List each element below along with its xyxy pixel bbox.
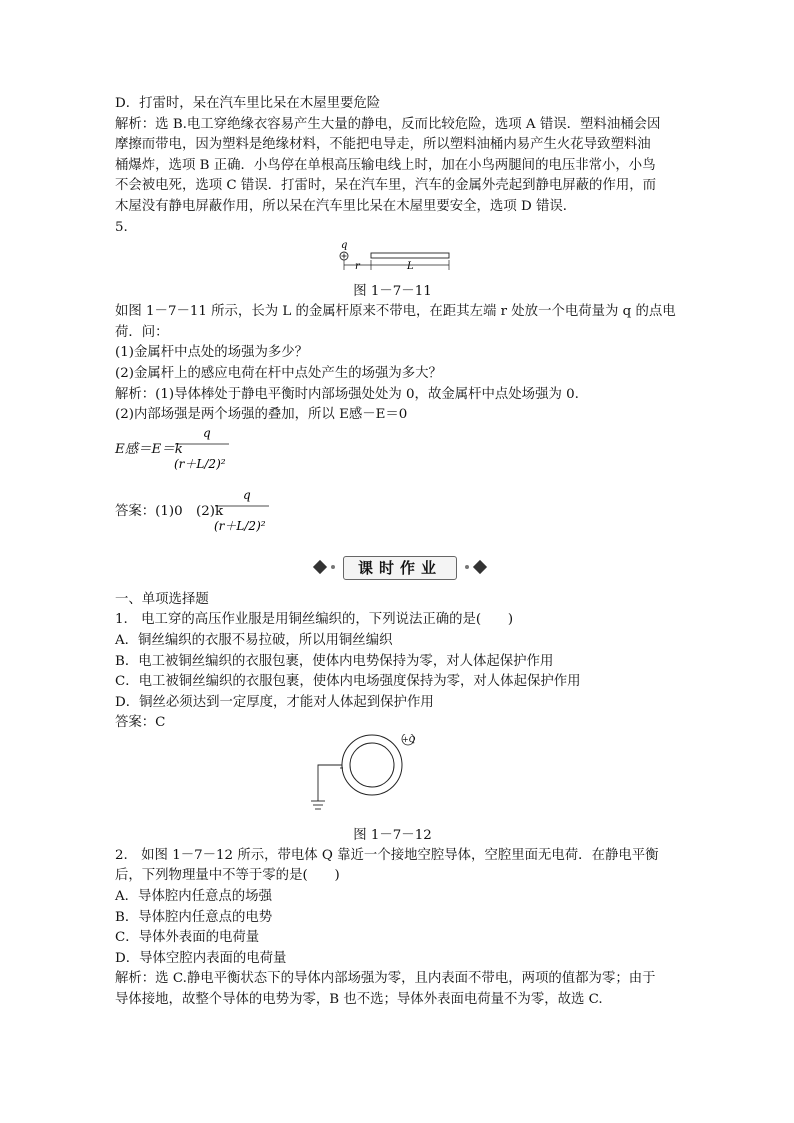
option-c: C．电工被铜丝编织的衣服包裹，使体内电场强度保持为零，对人体起保护作用	[115, 674, 581, 690]
figure-conductor	[115, 734, 690, 826]
option-b: B．导体腔内任意点的电势	[115, 909, 273, 925]
analysis-line: 解析：(1)导体棒处于静电平衡时内部场强处处为 0，故金属杆中点处场强为 0.	[115, 386, 579, 402]
answer	[115, 488, 690, 550]
analysis-line: 木屋没有静电屏蔽作用，所以呆在汽车里比呆在木屋里要安全，选项 D 错误．	[115, 198, 577, 214]
answer-prefix: 答案：(1)0 (2)k	[115, 503, 224, 519]
diamond-icon	[313, 560, 327, 574]
fraction-denominator: (r＋L/2)²	[174, 456, 226, 471]
answer-fraction	[213, 488, 283, 550]
ground-wire-main	[318, 765, 342, 801]
conductor-diagram	[115, 734, 690, 826]
analysis-line: 摩擦而带电，因为塑料是绝缘材料，不能把电导走，所以塑料油桶内易产生火花导致塑料油	[115, 137, 651, 153]
answer: 答案：C	[115, 715, 166, 731]
banner-title: 课时作业	[343, 556, 457, 580]
r-label: r	[355, 261, 360, 273]
conductor-inner	[350, 743, 394, 787]
option-d: D．打雷时，呆在汽车里比呆在木屋里要危险	[115, 96, 381, 111]
question-number: 5.	[115, 219, 128, 235]
option-a: A．导体腔内任意点的场强	[115, 889, 272, 905]
question-stem: 后，下列物理量中不等于零的是( )	[115, 868, 340, 884]
diamond-icon	[473, 560, 487, 574]
sub-question: (2)金属杆上的感应电荷在杆中点处产生的场强为多大？	[115, 365, 442, 381]
conductor-outer	[342, 735, 402, 795]
equation	[115, 426, 690, 488]
option-d: D．导体空腔内表面的电荷量	[115, 950, 287, 966]
question-stem: 如图 1－7－11 所示，长为 L 的金属杆原来不带电，在距其左端 r 处放一个电荷量为 q 的点电	[115, 304, 676, 320]
equation-fraction	[173, 426, 243, 488]
analysis-line: (2)内部场强是两个场强的叠加，所以 E感－E＝0	[115, 407, 408, 423]
analysis-line: 桶爆炸，选项 B 正确．小鸟停在单根高压输电线上时，加在小鸟两腿间的电压非常小，小鸟	[115, 157, 656, 173]
document-page	[115, 94, 690, 1011]
figure-rod	[115, 238, 690, 282]
dot-icon	[465, 565, 469, 569]
charge-Q-label: +Q	[402, 734, 416, 744]
option-a: A．铜丝编织的衣服不易拉破，所以用铜丝编织	[115, 632, 393, 648]
question-stem: 荷．问：	[115, 324, 169, 340]
analysis-line: 解析：选 B.电工穿绝缘衣容易产生大量的静电，反而比较危险，选项 A 错误．塑料油桶会因	[115, 116, 661, 132]
dot-icon	[331, 565, 335, 569]
figure-caption: 图 1－7－12	[353, 827, 432, 843]
rod-diagram	[115, 238, 690, 282]
fraction-numerator: q	[243, 487, 251, 502]
option-d: D．铜丝必须达到一定厚度，才能对人体起到保护作用	[115, 694, 434, 710]
L-label: L	[407, 261, 414, 273]
analysis-line: 解析：选 C.静电平衡状态下的导体内部场强为零，且内表面不带电，两项的值都为零；由于	[115, 971, 656, 987]
charge-q-label: q	[341, 240, 348, 252]
section-banner	[115, 556, 690, 584]
question-stem: 2. 如图 1－7－12 所示，带电体 Q 靠近一个接地空腔导体，空腔里面无电荷．在静电平衡	[115, 847, 659, 863]
analysis-line: 导体接地，故整个导体的电势为零，B 也不选；导体外表面电荷量不为零，故选 C.	[115, 992, 603, 1008]
equation-lhs: E感＝E＝k	[115, 441, 183, 457]
option-b: B．电工被铜丝编织的衣服包裹，使体内电势保持为零，对人体起保护作用	[115, 653, 554, 669]
section-title: 一、单项选择题	[115, 591, 209, 607]
metal-rod	[371, 253, 449, 258]
fraction-numerator: q	[203, 425, 211, 440]
option-c: C．导体外表面的电荷量	[115, 930, 260, 946]
sub-question: (1)金属杆中点处的场强为多少？	[115, 345, 309, 361]
fraction-denominator: (r＋L/2)²	[214, 518, 266, 533]
question-stem: 1. 电工穿的高压作业服是用铜丝编织的，下列说法正确的是( )	[115, 612, 514, 628]
analysis-line: 不会被电死，选项 C 错误．打雷时，呆在汽车里，汽车的金属外壳起到静电屏蔽的作用，而	[115, 178, 656, 194]
figure-caption: 图 1－7－11	[353, 284, 432, 300]
